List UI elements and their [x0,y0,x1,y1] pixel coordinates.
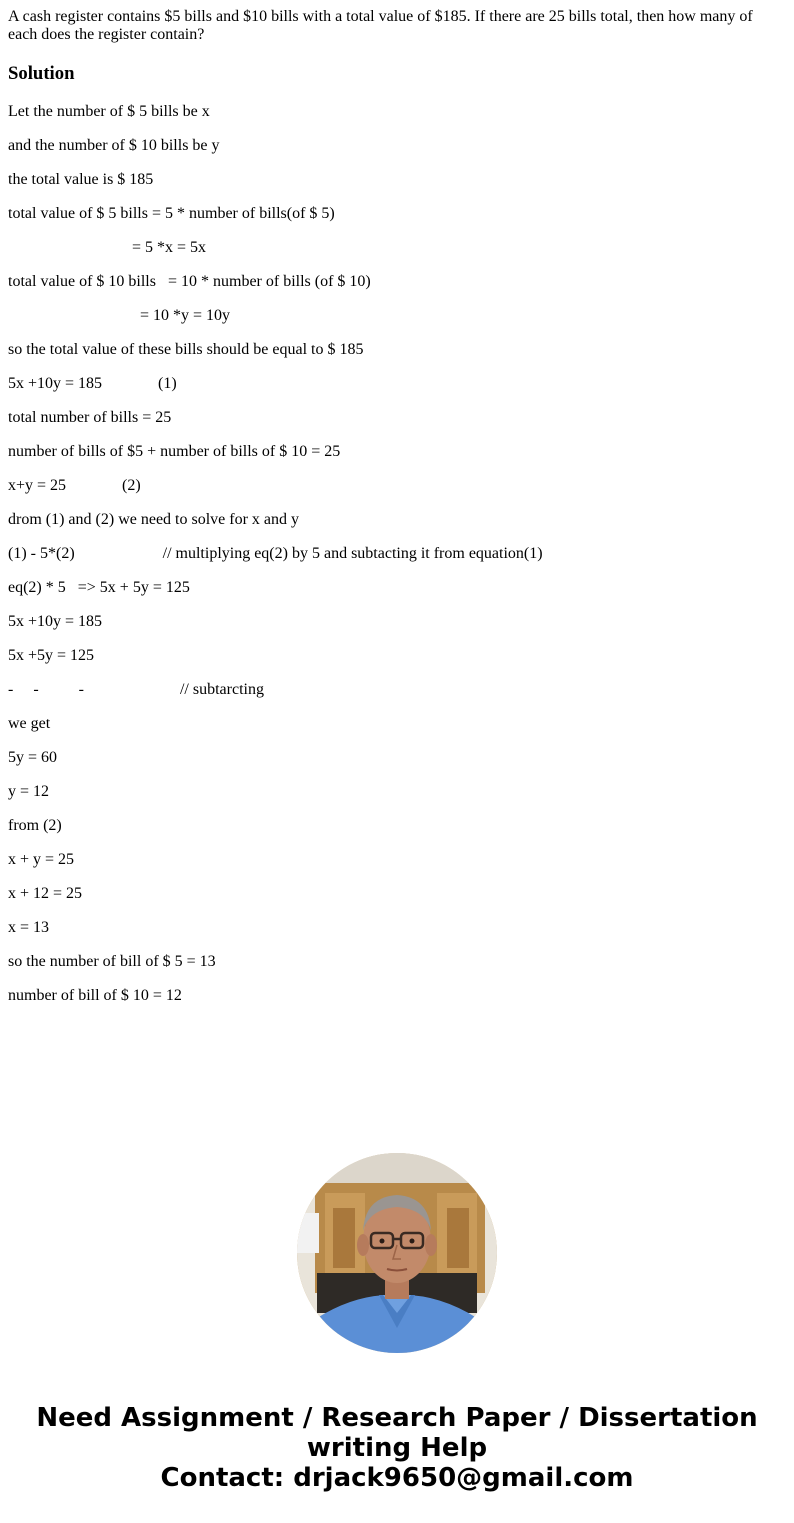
solution-step: x = 13 [8,919,50,936]
solution-step: and the number of $ 10 bills be y [8,137,220,154]
solution-step: total value of $ 5 bills = 5 * number of bills(of $ 5) [8,205,335,222]
footer-contact [0,1403,794,1493]
solution-steps [8,103,543,1021]
solution-step: we get [8,715,51,732]
solution-step: total value of $ 10 bills = 10 * number of bills (of $ 10) [8,273,371,290]
solution-step: eq(2) * 5 => 5x + 5y = 125 [8,579,190,596]
solution-step: the total value is $ 185 [8,171,154,188]
solution-step: drom (1) and (2) we need to solve for x and y [8,511,300,528]
author-portrait-icon [297,1153,497,1353]
solution-step: x+y = 25 (2) [8,477,141,494]
solution-step: Let the number of $ 5 bills be x [8,103,210,120]
author-photo [297,1153,497,1353]
solution-step: number of bills of $5 + number of bills of $ 10 = 25 [8,443,341,460]
solution-step: 5y = 60 [8,749,58,766]
solution-step: = 10 *y = 10y [8,307,231,324]
solution-step: from (2) [8,817,62,834]
question-text: A cash register contains $5 bills and $10 bills with a total value of $185. If there are 25 bills total, then how many of each does the register contain? [8,8,753,43]
solution-step: total number of bills = 25 [8,409,172,426]
solution-step: 5x +10y = 185 (1) [8,375,177,392]
solution-heading: Solution [8,63,75,84]
solution-step: - - - // subtarcting [8,681,264,698]
solution-step: (1) - 5*(2) // multiplying eq(2) by 5 and subtacting it from equation(1) [8,545,543,562]
footer-contact-email: Contact: drjack9650@gmail.com [160,1463,634,1493]
solution-step: so the total value of these bills should be equal to $ 185 [8,341,364,358]
footer-line: Need Assignment / Research Paper / Dissertation [36,1403,758,1433]
solution-step: 5x +5y = 125 [8,647,95,664]
solution-step: x + 12 = 25 [8,885,83,902]
solution-step: y = 12 [8,783,50,800]
solution-step: 5x +10y = 185 [8,613,103,630]
solution-step: number of bill of $ 10 = 12 [8,987,182,1004]
solution-step: = 5 *x = 5x [8,239,207,256]
footer-line: writing Help [306,1433,488,1463]
solution-step: so the number of bill of $ 5 = 13 [8,953,216,970]
solution-step: x + y = 25 [8,851,75,868]
